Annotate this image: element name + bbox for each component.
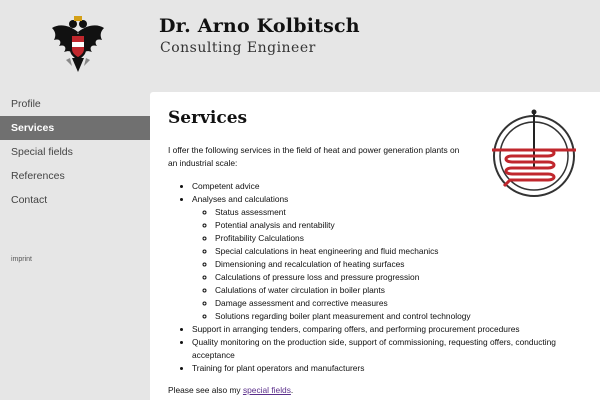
list-item: ◦ Dimensioning and recalculation of heating surfaces [215, 258, 588, 271]
list-item: • Competent advice [192, 180, 588, 193]
nav-item-profile[interactable]: Profile [11, 98, 41, 110]
list-item: • Quality monitoring on the production side, support of commissioning, requesting offers, conducting acceptance [192, 336, 588, 362]
nav-item-special-fields[interactable]: Special fields [11, 146, 73, 158]
outro-text [168, 384, 293, 397]
list-item: ◦ Damage assessment and corrective measures [215, 297, 588, 310]
imprint-link[interactable]: imprint [11, 256, 33, 263]
page-title: Services [168, 108, 248, 128]
list-item [192, 193, 588, 323]
list-item: ◦ Calulations of water circulation in boiler plants [215, 284, 588, 297]
main-content [150, 92, 600, 400]
nav-item-services[interactable]: Services [0, 116, 150, 140]
list-item: • Support in arranging tenders, comparing offers, and performing procurement procedures [192, 323, 588, 336]
special-fields-link[interactable]: special fields [242, 385, 291, 395]
intro-text: I offer the following services in the field of heat and power generation plants on an industrial scale: [168, 145, 460, 168]
list-item: ◦ Status assessment [215, 206, 588, 219]
list-item: ◦ Profitability Calculations [215, 232, 588, 245]
nav-item-contact[interactable]: Contact [11, 194, 48, 206]
nav-item-references[interactable]: References [11, 170, 65, 182]
list-item: ◦ Calculations of pressure loss and pressure progression [215, 271, 588, 284]
site-title: Dr. Arno Kolbitsch [159, 15, 360, 37]
austrian-eagle-crest-icon [50, 14, 106, 74]
list-item: ◦ Potential analysis and rentability [215, 219, 588, 232]
site-header [0, 0, 600, 92]
list-item: • Training for plant operators and manufacturers [192, 362, 588, 375]
site-subtitle: Consulting Engineer [160, 40, 316, 56]
sidebar-nav [0, 92, 150, 212]
outro-suffix: . [290, 385, 294, 395]
list-item-label: Analyses and calculations [192, 194, 289, 204]
outro-prefix: Please see also my [168, 385, 243, 395]
list-item: ◦ Solutions regarding boiler plant measurement and control technology [215, 310, 588, 323]
services-list [168, 180, 588, 375]
list-item: ◦ Special calculations in heat engineering and fluid mechanics [215, 245, 588, 258]
